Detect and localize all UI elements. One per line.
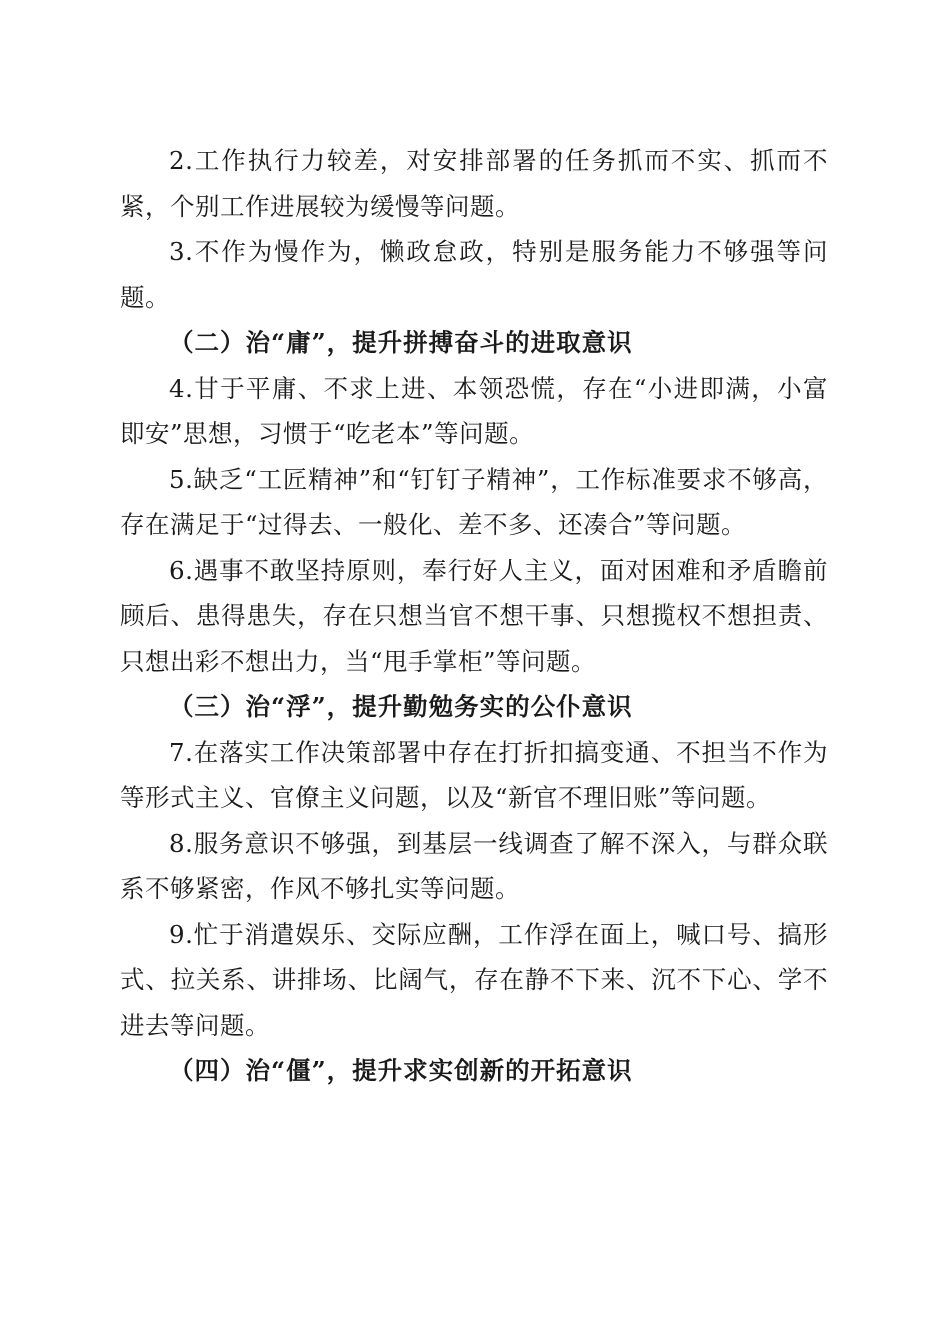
paragraph-item-6: 6.遇事不敢坚持原则，奉行好人主义，面对困难和矛盾瞻前顾后、患得患失，存在只想当官不想干事、只想揽权不想担责、只想出彩不想出力，当“甩手掌柜”等问题。	[120, 555, 828, 676]
section-heading-4: （四）治“僵”，提升求实创新的开拓意识	[169, 1056, 633, 1085]
paragraph-item-5: 5.缺乏“工匠精神”和“钉钉子精神”，工作标准要求不够高，存在满足于“过得去、一般化、差不多、还凑合”等问题。	[120, 464, 828, 539]
paragraph-item-2: 2.工作执行力较差，对安排部署的任务抓而不实、抓而不紧，个别工作进展较为缓慢等问题。	[120, 146, 828, 221]
document-body	[120, 138, 828, 1094]
paragraph-item-9: 9.忙于消遣娱乐、交际应酬，工作浮在面上，喊口号、搞形式、拉关系、讲排场、比阔气，存在静不下来、沉不下心、学不进去等问题。	[120, 919, 828, 1040]
paragraph-item-7: 7.在落实工作决策部署中存在打折扣搞变通、不担当不作为等形式主义、官僚主义问题，以及“新官不理旧账”等问题。	[120, 737, 828, 812]
paragraph-item-4: 4.甘于平庸、不求上进、本领恐慌，存在“小进即满，小富即安”思想，习惯于“吃老本”等问题。	[120, 373, 828, 448]
section-heading-2: （二）治“庸”，提升拼搏奋斗的进取意识	[169, 328, 633, 357]
paragraph-item-3: 3.不作为慢作为，懒政怠政，特别是服务能力不够强等问题。	[120, 237, 828, 312]
section-heading-3: （三）治“浮”，提升勤勉务实的公仆意识	[169, 692, 633, 721]
paragraph-item-8: 8.服务意识不够强，到基层一线调查了解不深入，与群众联系不够紧密，作风不够扎实等问题。	[120, 828, 828, 903]
